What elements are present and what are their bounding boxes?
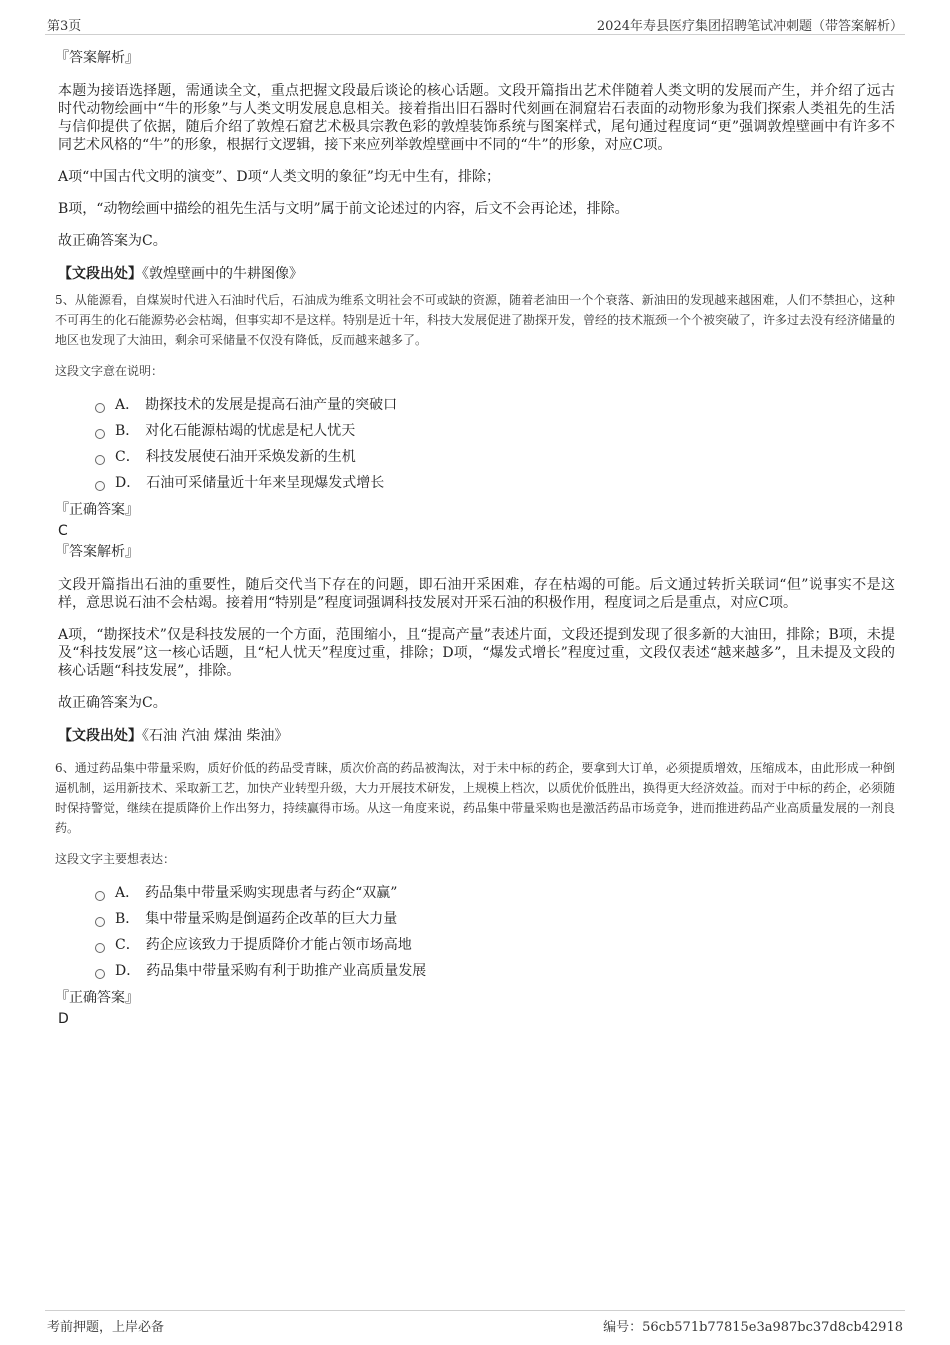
q5-option-d[interactable]: D． 石油可采储量近十年来呈现爆发式增长: [95, 474, 895, 500]
q4-analysis-p2: A项“中国古代文明的演变”、D项“人类文明的象征”均无中生有，排除；: [58, 169, 500, 185]
q4-analysis-p4: 故正确答案为C。: [58, 233, 167, 249]
q6-answer: D: [58, 1011, 69, 1027]
q5-source-text: 《石油 汽油 煤油 柴油》: [142, 728, 289, 744]
q4-analysis-label: 『答案解析』: [55, 50, 139, 66]
radio-icon[interactable]: [95, 943, 105, 953]
radio-icon[interactable]: [95, 481, 105, 491]
q6-answer-label: 『正确答案』: [55, 990, 139, 1006]
page-header: [45, 12, 905, 35]
radio-icon[interactable]: [95, 917, 105, 927]
q5-analysis-label: 『答案解析』: [55, 544, 139, 560]
q5-stem: 5、从能源看，自煤炭时代进入石油时代后，石油成为维系文明社会不可或缺的资源，随着老油田一个个衰落、新油田的发现越来越困难，人们不禁担心，这种不可再生的化石能源势必会枯竭，但事实却不是这样。特别是近十年，科技大发展促进了勘探开发，曾经的技术瓶颈一个个被突破了，许多过去没有经济储量的地区也发现了大油田，剩余可采储量不仅没有降低，反而越来越多了。: [55, 293, 896, 347]
q4-source-label: 【文段出处】: [58, 266, 142, 282]
q5-option-a[interactable]: A． 勘探技术的发展是提高石油产量的突破口: [95, 396, 895, 422]
radio-icon[interactable]: [95, 455, 105, 465]
q5-source-label: 【文段出处】: [58, 728, 142, 744]
q4-source-text: 《敦煌壁画中的牛耕图像》: [142, 266, 303, 282]
q6-option-c[interactable]: C． 药企应该致力于提质降价才能占领市场高地: [95, 936, 895, 962]
q5-prompt: 这段文字意在说明：: [55, 364, 164, 378]
radio-icon[interactable]: [95, 891, 105, 901]
page-footer: [45, 1310, 905, 1335]
q6-options: [95, 884, 895, 988]
q5-analysis-p1: 文段开篇指出石油的重要性，随后交代当下存在的问题，即石油开采困难，存在枯竭的可能。后文通过转折关联词“但”说事实不是这样，意思说石油不会枯竭。接着用“特别是”程度词强调科技发展对开采石油的积极作用，程度词之后是重点，对应C项。: [58, 577, 895, 611]
footer-slogan: 考前押题，上岸必备: [47, 1320, 165, 1335]
q5-answer-label: 『正确答案』: [55, 502, 139, 518]
q5-answer: C: [58, 523, 68, 539]
q5-analysis-p3: 故正确答案为C。: [58, 695, 167, 711]
q4-analysis-p3: B项，“动物绘画中描绘的祖先生活与文明”属于前文论述过的内容，后文不会再论述，排除。: [58, 201, 629, 217]
page-content: [55, 40, 895, 1028]
footer-serial: 编号：56cb571b77815e3a987bc37d8cb42918: [603, 1320, 903, 1335]
q4-analysis-p1: 本题为接语选择题，需通读全文，重点把握文段最后谈论的核心话题。文段开篇指出艺术伴随着人类文明的发展而产生，并介绍了远古时代动物绘画中“牛的形象”与人类文明发展息息相关。接着指出旧石器时代刻画在洞窟岩石表面的动物形象为我们探索人类祖先的生活与信仰提供了依据，随后介绍了敦煌石窟艺术极具宗教色彩的敦煌装饰系统与图案样式，尾句通过程度词“更”强调敦煌壁画中有许多不同艺术风格的“牛”的形象，根据行文逻辑，接下来应列举敦煌壁画中不同的“牛”的形象，对应C项。: [58, 83, 895, 153]
q5-option-c[interactable]: C． 科技发展使石油开采焕发新的生机: [95, 448, 895, 474]
q6-stem: 6、通过药品集中带量采购，质好价低的药品受青睐，质次价高的药品被淘汰，对于未中标的药企，要拿到大订单，必须提质增效，压缩成本，由此形成一种倒逼机制，运用新技术、采取新工艺，加快产业转型升级，大力开展技术研发，上规模上档次，以质优价低胜出，换得更大经济效益。而对于中标的药企，必须随时保持警觉，继续在提质降价上作出努力，持续赢得市场。从这一角度来说，药品集中带量采购也是激活药品市场竞争，进而推进药品产业高质量发展的一剂良药。: [55, 761, 896, 835]
q6-prompt: 这段文字主要想表达：: [55, 852, 176, 866]
q6-option-d[interactable]: D． 药品集中带量采购有利于助推产业高质量发展: [95, 962, 895, 988]
q5-analysis-p2: A项，“勘探技术”仅是科技发展的一个方面，范围缩小，且“提高产量”表述片面，文段还提到发现了很多新的大油田，排除；B项，未提及“科技发展”这一核心话题，且“杞人忧天”程度过重，排除；D项，“爆发式增长”程度过重，文段仅表述“越来越多”，且未提及文段的核心话题“科技发展”，排除。: [58, 627, 895, 679]
q5-source: [58, 726, 895, 746]
q5-option-b[interactable]: B． 对化石能源枯竭的忧虑是杞人忧天: [95, 422, 895, 448]
document-title: 2024年寿县医疗集团招聘笔试冲刺题（带答案解析）: [596, 19, 903, 34]
q5-options: [95, 396, 895, 500]
q4-source: [58, 264, 895, 284]
page-number: 第3页: [47, 19, 82, 34]
radio-icon[interactable]: [95, 969, 105, 979]
radio-icon[interactable]: [95, 429, 105, 439]
radio-icon[interactable]: [95, 403, 105, 413]
q6-option-a[interactable]: A． 药品集中带量采购实现患者与药企“双赢”: [95, 884, 895, 910]
q6-option-b[interactable]: B． 集中带量采购是倒逼药企改革的巨大力量: [95, 910, 895, 936]
